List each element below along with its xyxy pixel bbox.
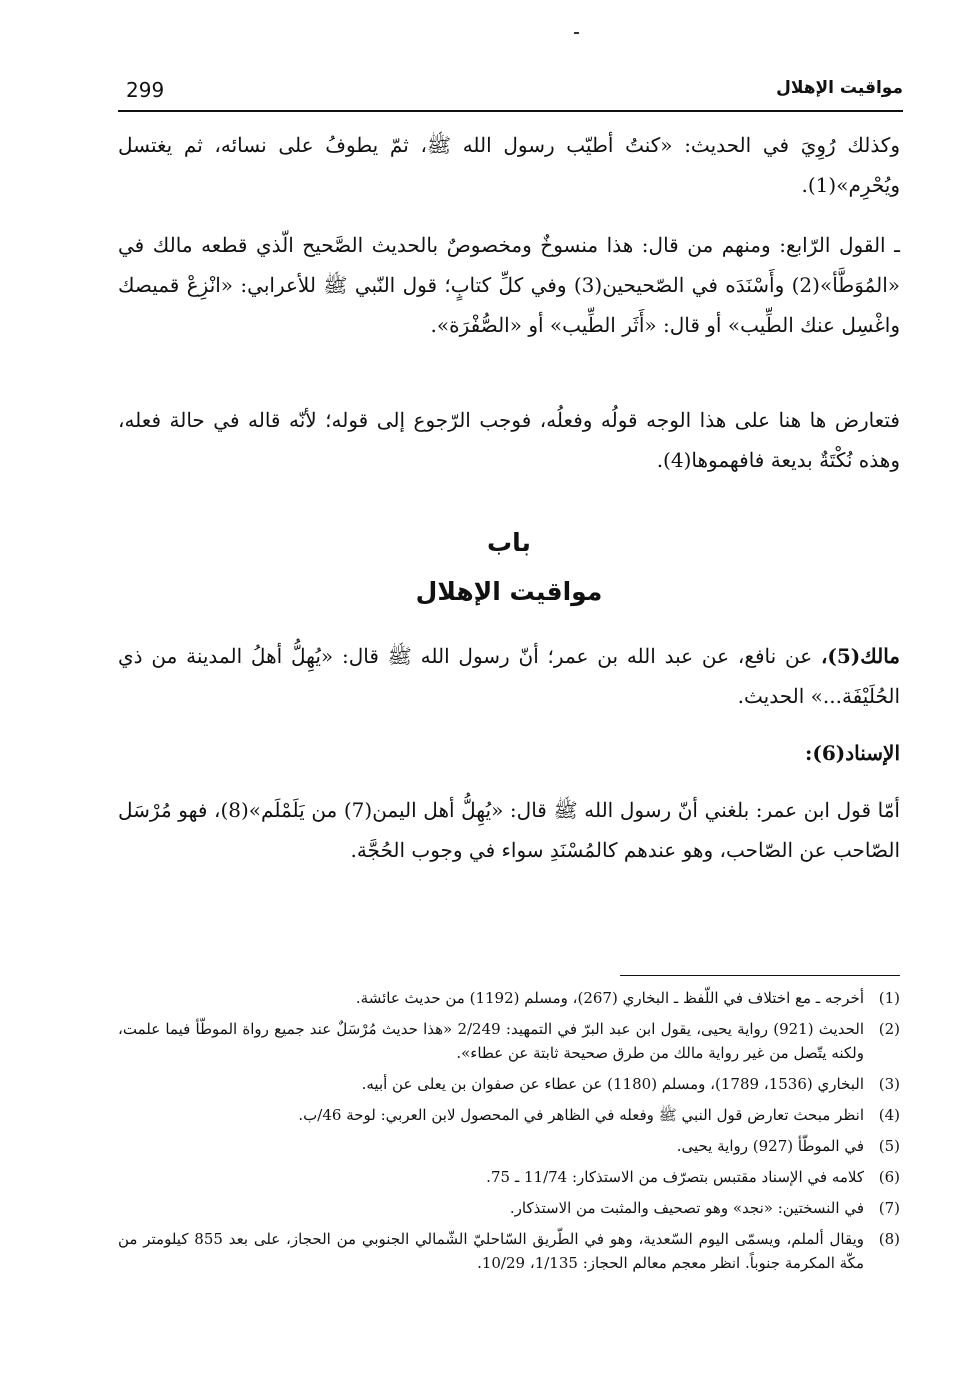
footnote xyxy=(118,1227,900,1275)
footnote xyxy=(118,1103,900,1127)
section-heading-title: مواقيت الإهلال xyxy=(415,577,603,606)
paragraph-4 xyxy=(118,636,900,716)
footnote-text: ويقال ألملم، ويسمّى اليوم السّعدية، وهو في الطّريق السّاحليّ الشّمالي الجنوبي من الحجاز، على بعد 855 كيلومتر من مكّة المكرمة جنوباً. انظر معجم معالم الحجاز: 1/135، 10/29. xyxy=(118,1230,864,1272)
footnote-text: كلامه في الإسناد مقتبس بتصرّف من الاستذكار: 11/74 ـ 75. xyxy=(486,1168,864,1186)
paragraph-1 xyxy=(118,125,900,205)
section-heading-bab: باب xyxy=(487,528,531,557)
paragraph-4-body: عن نافع، عن عبد الله بن عمر؛ أنّ رسول الله ﷺ قال: «يُهِلُّ أهلُ المدينة من ذي الحُلَيْفَة...» الحديث. xyxy=(118,644,900,708)
footnote-number: (8) xyxy=(878,1230,900,1248)
page-number: 299 xyxy=(126,78,165,102)
footnote-text: انظر مبحث تعارض قول النبي ﷺ وفعله في الظاهر في المحصول لابن العربي: لوحة 46/ب. xyxy=(298,1106,864,1124)
footnote-number: (2) xyxy=(878,1020,900,1038)
footnote-text: الحديث (921) رواية يحيى، يقول ابن عبد البرّ في التمهيد: 2/249 «هذا حديث مُرْسَلٌ عند جميع رواة الموطّأ فيما علمت، ولكنه يتّصل من غير رواية مالك من طرق صحيحة ثابتة عن عطاء». xyxy=(118,1020,864,1062)
paragraph-4-text xyxy=(118,636,900,716)
paragraph-2-text: ـ القول الرّابع: ومنهم من قال: هذا منسوخٌ ومخصوصٌ بالحديث الصَّحيح الّذي قطعه مالك في «المُوَطَّأ»(2) وأَسْنَدَه في الصّحيحين(3) وفي كلِّ كتابٍ؛ قول النّبي ﷺ للأعرابي: «انْزِعْ قميصك واغْسِل عنك الطِّيب» أو قال: «أَثَر الطِّيب» أو «الصُّفْرَة». xyxy=(118,233,900,337)
footnote xyxy=(118,1165,900,1189)
footnote-text: أخرجه ـ مع اختلاف في اللّفظ ـ البخاري (267)، ومسلم (1192) من حديث عائشة. xyxy=(355,989,864,1007)
footnote xyxy=(118,1072,900,1096)
footnote xyxy=(118,986,900,1010)
isnad-heading xyxy=(118,733,900,773)
paragraph-6-text: أمّا قول ابن عمر: بلغني أنّ رسول الله ﷺ قال: «يُهِلُّ أهل اليمن(7) من يَلَمْلَم»(8)، فهو مُرْسَل الصّاحب عن الصّاحب، وهو عندهم كالمُسْنَدِ سواء في وجوب الحُجَّة. xyxy=(118,798,900,862)
paragraph-2 xyxy=(118,225,900,345)
footnote xyxy=(118,1017,900,1065)
footnote-number: (3) xyxy=(878,1075,900,1093)
paragraph-4-lead: مالك(5)، xyxy=(820,644,900,668)
paragraph-3 xyxy=(118,400,900,480)
footnote-number: (5) xyxy=(878,1137,900,1155)
footnote-number: (6) xyxy=(878,1168,900,1186)
footnote-text: البخاري (1536، 1789)، ومسلم (1180) عن عطاء عن صفوان بن يعلى عن أبيه. xyxy=(361,1075,864,1093)
scan-mark xyxy=(574,32,579,34)
footnote-number: (4) xyxy=(878,1106,900,1124)
page-header xyxy=(118,76,903,110)
paragraph-1-text: وكذلك رُوِيَ في الحديث: «كنتُ أطيّب رسول الله ﷺ، ثمّ يطوفُ على نسائه، ثم يغتسل ويُحْرِم»(1). xyxy=(118,133,900,197)
header-rule xyxy=(118,110,903,112)
footnote xyxy=(118,1134,900,1158)
footnote-number: (1) xyxy=(878,989,900,1007)
paragraph-6 xyxy=(118,790,900,870)
footnote-text: في النسختين: «نجد» وهو تصحيف والمثبت من الاستذكار. xyxy=(509,1199,864,1217)
footnote-number: (7) xyxy=(878,1199,900,1217)
running-head: مواقيت الإهلال xyxy=(776,78,903,98)
footnote-rule xyxy=(620,975,900,976)
paragraph-3-text: فتعارض ها هنا على هذا الوجه قولُه وفعلُه، فوجب الرّجوع إلى قوله؛ لأنّه قاله في حالة فعله، وهذه نُكْتَةٌ بديعة فافهموها(4). xyxy=(118,408,900,472)
footnote xyxy=(118,1196,900,1220)
footnote-text: في الموطّأ (927) رواية يحيى. xyxy=(676,1137,864,1155)
footnotes xyxy=(118,986,900,1282)
isnad-heading-text: الإسناد(6): xyxy=(805,741,900,765)
